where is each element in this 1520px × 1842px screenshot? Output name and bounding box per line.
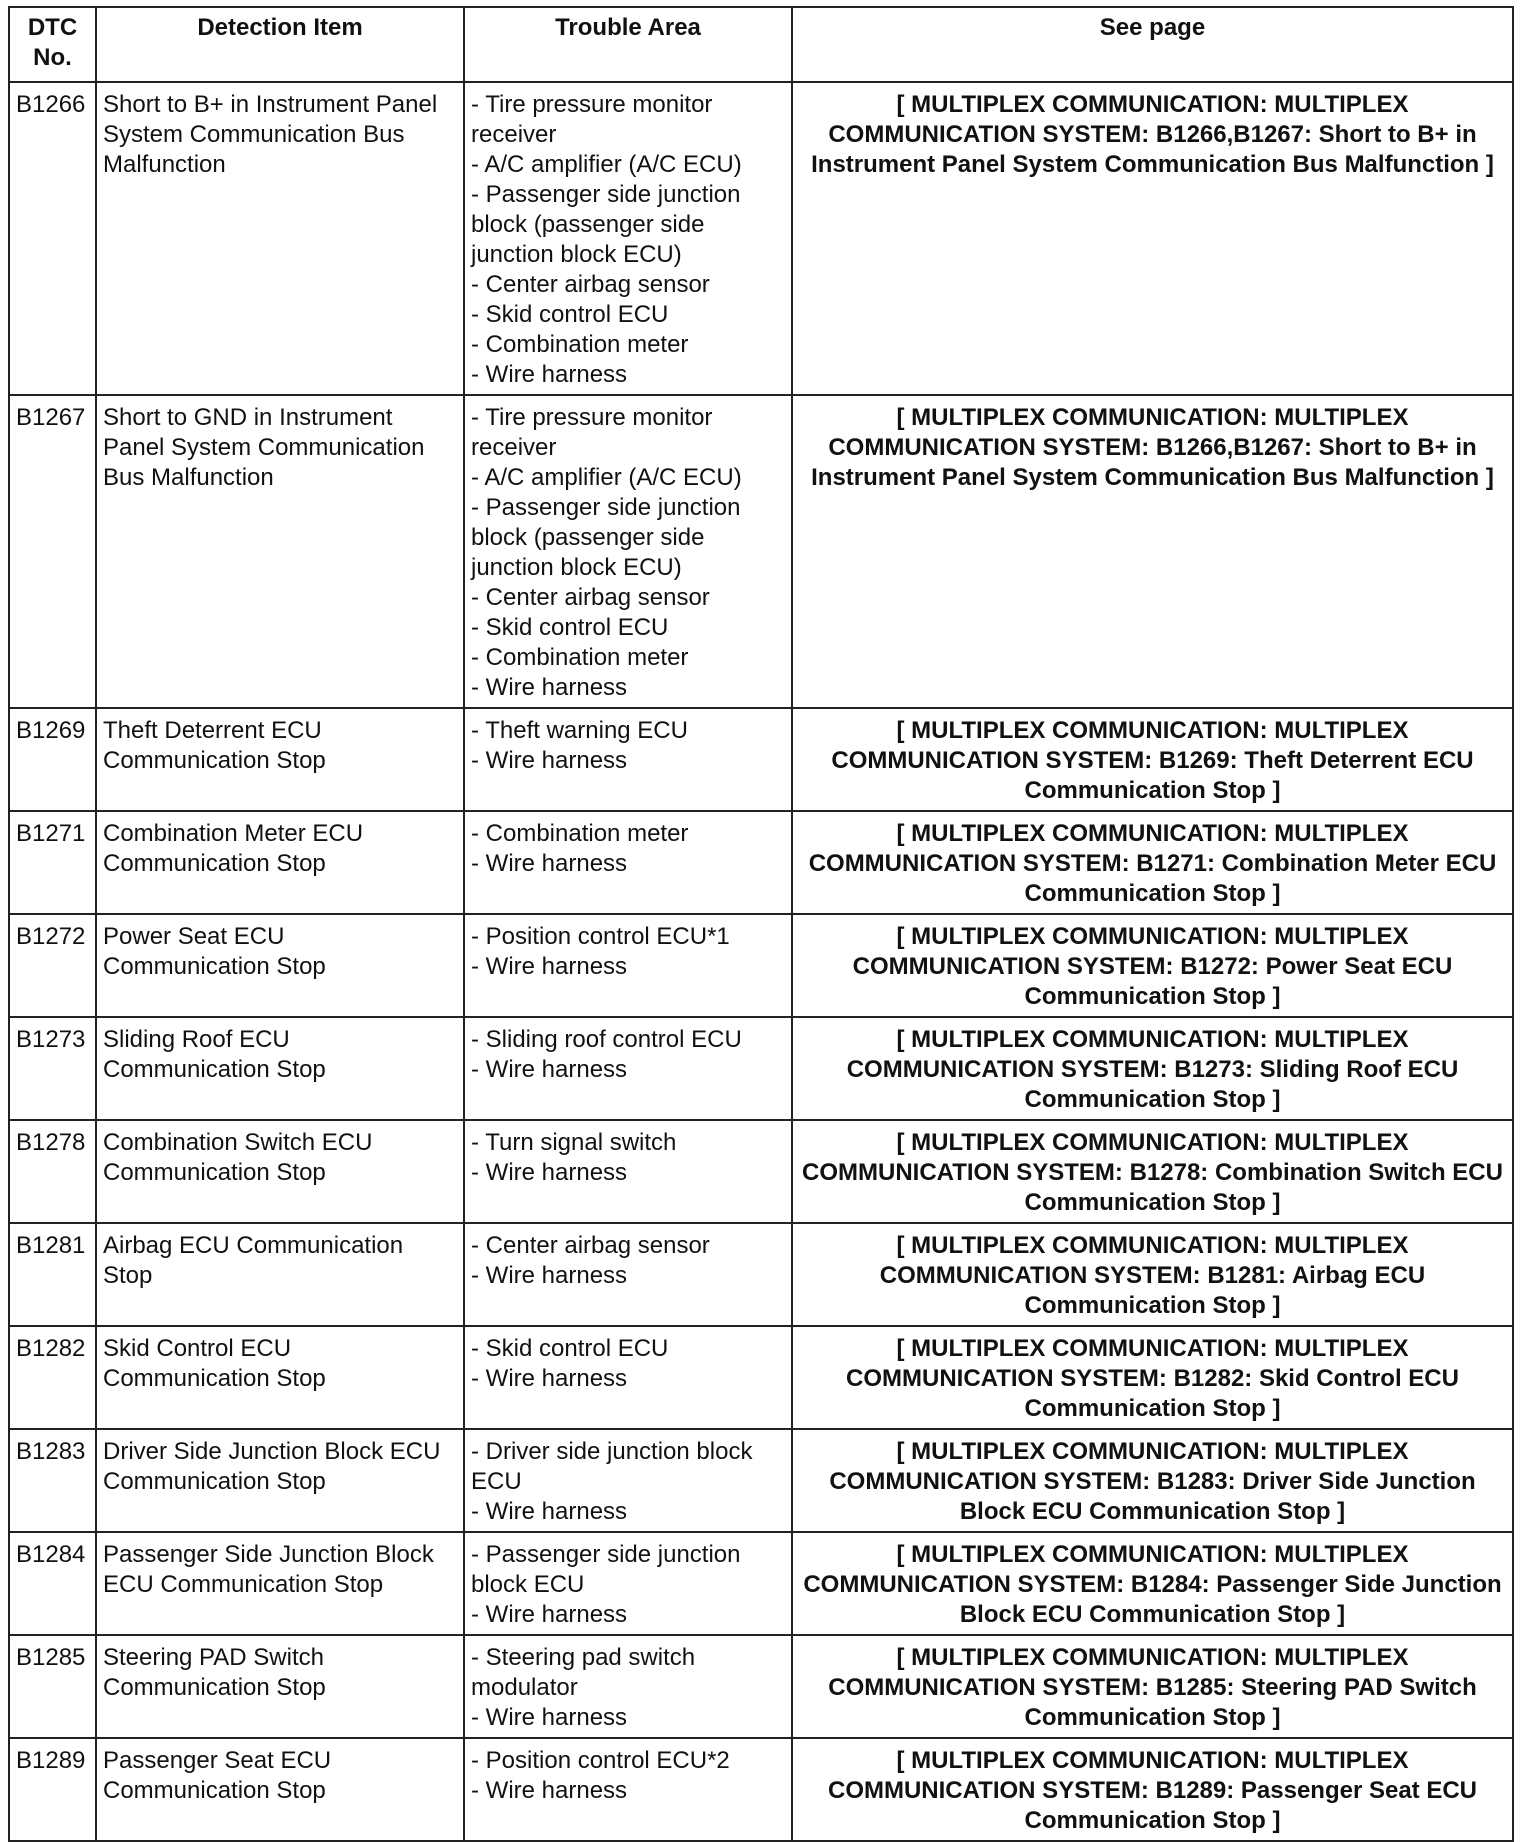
trouble-area-item: - Wire harness (471, 1777, 628, 1804)
trouble-area-item: - Wire harness (471, 1365, 628, 1392)
header-dtc-line1: DTC (27, 14, 78, 41)
trouble-area-item: - Passenger side junction block (passenger side junction block ECU) (471, 181, 741, 268)
table-row (9, 1017, 1513, 1120)
detection-item-cell: Sliding Roof ECU Communication Stop (96, 1017, 464, 1120)
table-row (9, 1738, 1513, 1841)
table-row (9, 82, 1513, 395)
see-page-link[interactable]: [ MULTIPLEX COMMUNICATION: MULTIPLEX COMMUNICATION SYSTEM: B1271: Combination Meter ECU Communication Stop ] (792, 811, 1513, 914)
detection-item-cell: Driver Side Junction Block ECU Communication Stop (96, 1429, 464, 1532)
dtc-code-cell: B1282 (9, 1326, 96, 1429)
trouble-area-item: - Steering pad switch modulator (471, 1644, 696, 1701)
detection-item-cell: Airbag ECU Communication Stop (96, 1223, 464, 1326)
dtc-code-cell: B1285 (9, 1635, 96, 1738)
dtc-table (8, 6, 1514, 1842)
trouble-area-cell (464, 1532, 792, 1635)
trouble-area-item: - Combination meter (471, 820, 689, 847)
see-page-link[interactable]: [ MULTIPLEX COMMUNICATION: MULTIPLEX COMMUNICATION SYSTEM: B1269: Theft Deterrent ECU Communication Stop ] (792, 708, 1513, 811)
detection-item-cell: Steering PAD Switch Communication Stop (96, 1635, 464, 1738)
trouble-area-cell (464, 811, 792, 914)
trouble-area-item: - Driver side junction block ECU (471, 1438, 753, 1495)
table-row (9, 1120, 1513, 1223)
detection-item-cell: Power Seat ECU Communication Stop (96, 914, 464, 1017)
trouble-area-item: - Wire harness (471, 953, 628, 980)
trouble-area-item: - A/C amplifier (A/C ECU) (471, 151, 742, 178)
dtc-code-cell: B1284 (9, 1532, 96, 1635)
detection-item-cell: Short to GND in Instrument Panel System Communication Bus Malfunction (96, 395, 464, 708)
trouble-area-item: - Sliding roof control ECU (471, 1026, 742, 1053)
trouble-area-item: - Passenger side junction block (passenger side junction block ECU) (471, 494, 741, 581)
trouble-area-cell (464, 708, 792, 811)
trouble-area-cell (464, 1738, 792, 1841)
trouble-area-item: - Position control ECU*1 (471, 923, 730, 950)
trouble-area-item: - Position control ECU*2 (471, 1747, 730, 1774)
table-row (9, 1532, 1513, 1635)
trouble-area-cell (464, 914, 792, 1017)
table-row (9, 811, 1513, 914)
table-row (9, 914, 1513, 1017)
trouble-area-item: - Wire harness (471, 747, 628, 774)
trouble-area-item: - Center airbag sensor (471, 584, 710, 611)
see-page-link[interactable]: [ MULTIPLEX COMMUNICATION: MULTIPLEX COMMUNICATION SYSTEM: B1281: Airbag ECU Communication Stop ] (792, 1223, 1513, 1326)
dtc-code-cell: B1272 (9, 914, 96, 1017)
see-page-link[interactable]: [ MULTIPLEX COMMUNICATION: MULTIPLEX COMMUNICATION SYSTEM: B1284: Passenger Side Junction Block ECU Communication Stop ] (792, 1532, 1513, 1635)
trouble-area-cell (464, 395, 792, 708)
trouble-area-item: - Skid control ECU (471, 1335, 669, 1362)
detection-item-cell: Combination Switch ECU Communication Stop (96, 1120, 464, 1223)
trouble-area-item: - Combination meter (471, 644, 689, 671)
see-page-link[interactable]: [ MULTIPLEX COMMUNICATION: MULTIPLEX COMMUNICATION SYSTEM: B1266,B1267: Short to B+ in Instrument Panel System Communication Bus Malfunction ] (792, 395, 1513, 708)
trouble-area-item: - Passenger side junction block ECU (471, 1541, 741, 1598)
table-row (9, 395, 1513, 708)
trouble-area-item: - Center airbag sensor (471, 1232, 710, 1259)
dtc-code-cell: B1269 (9, 708, 96, 811)
dtc-code-cell: B1266 (9, 82, 96, 395)
trouble-area-item: - Wire harness (471, 850, 628, 877)
trouble-area-item: - Combination meter (471, 331, 689, 358)
trouble-area-cell (464, 1017, 792, 1120)
trouble-area-item: - Skid control ECU (471, 301, 669, 328)
table-row (9, 1326, 1513, 1429)
table-row (9, 1635, 1513, 1738)
detection-item-cell: Combination Meter ECU Communication Stop (96, 811, 464, 914)
see-page-link[interactable]: [ MULTIPLEX COMMUNICATION: MULTIPLEX COMMUNICATION SYSTEM: B1283: Driver Side Junction Block ECU Communication Stop ] (792, 1429, 1513, 1532)
see-page-link[interactable]: [ MULTIPLEX COMMUNICATION: MULTIPLEX COMMUNICATION SYSTEM: B1278: Combination Switch ECU Communication Stop ] (792, 1120, 1513, 1223)
header-trouble-area: Trouble Area (464, 7, 792, 82)
dtc-code-cell: B1283 (9, 1429, 96, 1532)
header-detection-item: Detection Item (96, 7, 464, 82)
see-page-link[interactable]: [ MULTIPLEX COMMUNICATION: MULTIPLEX COMMUNICATION SYSTEM: B1273: Sliding Roof ECU Communication Stop ] (792, 1017, 1513, 1120)
table-row (9, 708, 1513, 811)
trouble-area-item: - Wire harness (471, 1498, 628, 1525)
trouble-area-item: - Wire harness (471, 674, 628, 701)
trouble-area-item: - Wire harness (471, 1601, 628, 1628)
trouble-area-cell (464, 1429, 792, 1532)
trouble-area-cell (464, 1326, 792, 1429)
see-page-link[interactable]: [ MULTIPLEX COMMUNICATION: MULTIPLEX COMMUNICATION SYSTEM: B1285: Steering PAD Switch Communication Stop ] (792, 1635, 1513, 1738)
trouble-area-item: - Wire harness (471, 1704, 628, 1731)
table-row (9, 1429, 1513, 1532)
trouble-area-item: - Wire harness (471, 1056, 628, 1083)
detection-item-cell: Theft Deterrent ECU Communication Stop (96, 708, 464, 811)
header-dtc-line2: No. (33, 44, 72, 71)
trouble-area-item: - Skid control ECU (471, 614, 669, 641)
table-row (9, 1223, 1513, 1326)
see-page-link[interactable]: [ MULTIPLEX COMMUNICATION: MULTIPLEX COMMUNICATION SYSTEM: B1282: Skid Control ECU Communication Stop ] (792, 1326, 1513, 1429)
detection-item-cell: Passenger Side Junction Block ECU Communication Stop (96, 1532, 464, 1635)
trouble-area-item: - Turn signal switch (471, 1129, 677, 1156)
detection-item-cell: Passenger Seat ECU Communication Stop (96, 1738, 464, 1841)
trouble-area-cell (464, 1223, 792, 1326)
header-dtc-no (9, 7, 96, 82)
dtc-code-cell: B1289 (9, 1738, 96, 1841)
header-see-page: See page (792, 7, 1513, 82)
trouble-area-cell (464, 82, 792, 395)
trouble-area-item: - Wire harness (471, 1262, 628, 1289)
trouble-area-item: - A/C amplifier (A/C ECU) (471, 464, 742, 491)
dtc-code-cell: B1273 (9, 1017, 96, 1120)
trouble-area-item: - Theft warning ECU (471, 717, 688, 744)
trouble-area-item: - Tire pressure monitor receiver (471, 91, 713, 148)
detection-item-cell: Skid Control ECU Communication Stop (96, 1326, 464, 1429)
see-page-link[interactable]: [ MULTIPLEX COMMUNICATION: MULTIPLEX COMMUNICATION SYSTEM: B1272: Power Seat ECU Communication Stop ] (792, 914, 1513, 1017)
dtc-code-cell: B1281 (9, 1223, 96, 1326)
detection-item-cell: Short to B+ in Instrument Panel System Communication Bus Malfunction (96, 82, 464, 395)
dtc-code-cell: B1271 (9, 811, 96, 914)
trouble-area-cell (464, 1635, 792, 1738)
see-page-link[interactable]: [ MULTIPLEX COMMUNICATION: MULTIPLEX COMMUNICATION SYSTEM: B1289: Passenger Seat ECU Communication Stop ] (792, 1738, 1513, 1841)
header-row (9, 7, 1513, 82)
trouble-area-item: - Wire harness (471, 1159, 628, 1186)
trouble-area-item: - Tire pressure monitor receiver (471, 404, 713, 461)
see-page-link[interactable]: [ MULTIPLEX COMMUNICATION: MULTIPLEX COMMUNICATION SYSTEM: B1266,B1267: Short to B+ in Instrument Panel System Communication Bus Malfunction ] (792, 82, 1513, 395)
trouble-area-item: - Center airbag sensor (471, 271, 710, 298)
dtc-code-cell: B1278 (9, 1120, 96, 1223)
trouble-area-cell (464, 1120, 792, 1223)
dtc-code-cell: B1267 (9, 395, 96, 708)
trouble-area-item: - Wire harness (471, 361, 628, 388)
